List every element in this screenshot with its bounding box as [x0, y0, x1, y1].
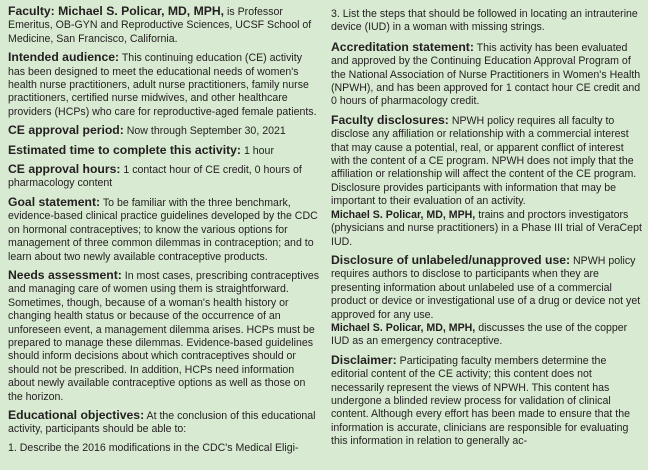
disclosures-faculty-name: Michael S. Policar, MD, MPH, — [331, 208, 476, 221]
time-section — [8, 144, 321, 158]
objectives-heading: Educational objectives: — [8, 407, 145, 422]
faculty-text: is Professor Emeritus, OB-GYN and Reproductive Sciences, UCSF School of Medicine, San Francisco, California. — [8, 6, 312, 45]
needs-section — [8, 269, 321, 404]
audience-section — [8, 51, 321, 119]
goal-section — [8, 196, 321, 264]
unlabeled-faculty — [331, 322, 644, 349]
objectives-list-continued — [331, 8, 644, 35]
time-text: 1 hour — [243, 144, 274, 157]
faculty-section — [8, 5, 321, 46]
hours-text: 1 contact hour of CE credit, 0 hours of pharmacology content — [8, 164, 302, 190]
goal-heading: Goal statement: — [8, 194, 101, 209]
objectives-section — [8, 409, 321, 437]
needs-text: In most cases, prescribing contraceptives and managing care of women using them is straightforward. Sometimes, though, because of a woman's health history or changing health status or because of the occurrence of an unforeseen event, a management dilemma arises. HCPs must be prepared to manage these dilemmas. Evidence-based guidelines should inform decisions about which contraceptives should or should not be prescribed. In addition, HCPs need information about newly available contraceptive options as well as those on the horizon. — [8, 269, 320, 403]
faculty-heading: Faculty: Michael S. Policar, MD, MPH, — [8, 4, 225, 18]
disclosures-heading: Faculty disclosures: — [331, 112, 449, 127]
disclosures-section — [331, 114, 644, 209]
objective-item: 3. List the steps that should be followed in locating an intrauterine device (IUD) in a woman with missing strings. — [331, 8, 638, 34]
approval-period-section — [8, 124, 321, 138]
disclosures-faculty-text: trains and proctors investigators (physicians and nurse practitioners) in a Phase III trial of VeraCept IUD. — [331, 208, 642, 248]
goal-text: To be familiar with the three benchmark, evidence-based clinical practice guidelines developed by the CDC on hormonal contraceptives; to know the various options for management of three common dilemmas in contraception; and to learn about two newly available contraceptive products. — [8, 196, 318, 263]
disclosures-faculty — [331, 209, 644, 249]
hours-section — [8, 163, 321, 191]
approval-period-heading: CE approval period: — [8, 123, 124, 138]
unlabeled-faculty-name: Michael S. Policar, MD, MPH, — [331, 321, 476, 334]
disclaimer-heading: Disclaimer: — [331, 352, 397, 367]
audience-text: This continuing education (CE) activity has been designed to meet the educational needs of women's health nurse practitioners, adult nurse practitioners, family nurse practitioners, certified nurse midwives, and other healthcare providers (HCPs) who care for reproductive-aged female patients. — [8, 52, 317, 118]
unlabeled-faculty-text: discusses the use of the copper IUD as an emergency contraceptive. — [331, 321, 628, 348]
right-column — [331, 0, 644, 470]
unlabeled-text: NPWH policy requires authors to disclose to participants when they are presenting information about unlabeled use of a commercial product or device or investigational use of a drug or device not yet approved for any use. — [331, 254, 641, 321]
objectives-text: At the conclusion of this educational activity, participants should be able to: — [8, 409, 316, 436]
disclosures-text: NPWH policy requires all faculty to disclose any affiliation or relationship with a commercial interest that may cause a potential, real, or apparent conflict of interest with the content of a CE program. NPWH does not imply that the affiliation or relationship will affect the content of the CE program. Disclosure provides participants with information that may be important to their evaluation of an activity. — [331, 114, 637, 208]
unlabeled-heading: Disclosure of unlabeled/unapproved use: — [331, 252, 571, 267]
left-column — [8, 0, 321, 470]
accreditation-text: This activity has been evaluated and approved by the Continuing Education Approval Program of the National Association of Nurse Practitioners in Women's Health (NPWH), and has been approved for 1 contact hour CE credit and 0 hours of pharmacology credit. — [331, 41, 641, 108]
disclaimer-text: Participating faculty members determine the editorial content of the CE activity; this content does not necessarily represent the views of NPWH. This content has undergone a blinded review process for validation of clinical content. Although every effort has been made to ensure that the information is accurate, clinicians are responsible for evaluating this information in relation to generally ac- — [331, 354, 630, 448]
audience-heading: Intended audience: — [8, 50, 120, 65]
unlabeled-section — [331, 254, 644, 322]
hours-heading: CE approval hours: — [8, 162, 121, 177]
objective-item: 1. Describe the 2016 modifications in the CDC's Medical Eligi- — [8, 441, 299, 454]
needs-heading: Needs assessment: — [8, 267, 122, 282]
objectives-list — [8, 442, 321, 455]
accreditation-heading: Accreditation statement: — [331, 39, 474, 54]
accreditation-section — [331, 41, 644, 109]
time-heading: Estimated time to complete this activity: — [8, 142, 241, 157]
disclaimer-section — [331, 354, 644, 449]
approval-period-text: Now through September 30, 2021 — [126, 125, 286, 138]
